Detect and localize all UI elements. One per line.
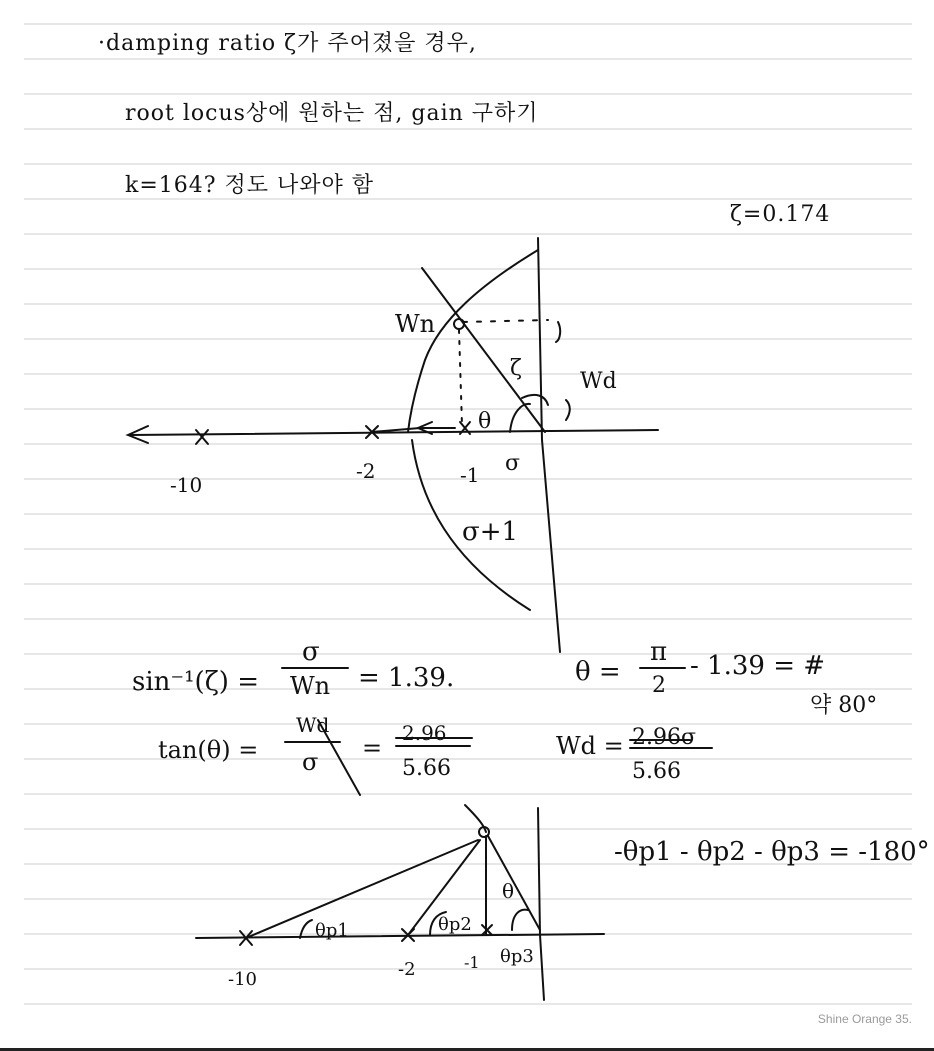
imag-axis-2 bbox=[538, 808, 544, 1000]
wn-point bbox=[454, 319, 464, 329]
angle-sum-equation: -θp1 - θp2 - θp3 = -180° bbox=[614, 837, 930, 867]
note-line-gain: k=164? 정도 나와야 함 bbox=[125, 173, 375, 198]
wn-label: Wn bbox=[395, 310, 436, 338]
theta-label-2: θ bbox=[502, 879, 515, 903]
tick-minus10: -10 bbox=[170, 473, 203, 497]
root-locus-upper-branch bbox=[408, 250, 538, 432]
eq3-num: Wd bbox=[296, 713, 330, 737]
wn-dotted-vertical bbox=[459, 330, 462, 425]
sigma-label: σ bbox=[505, 451, 521, 476]
eq1-lhs: sin⁻¹(ζ) = bbox=[132, 667, 259, 697]
theta-p3-label: θp3 bbox=[500, 946, 534, 967]
eq2-lhs: θ = bbox=[575, 657, 621, 687]
eq4-num: 2.96σ bbox=[632, 725, 697, 750]
tick-minus2: -2 bbox=[356, 459, 376, 483]
theta-p1-label: θp1 bbox=[315, 920, 349, 941]
eq3-lhs: tan(θ) = bbox=[158, 736, 259, 764]
notebook-footer: Shine Orange 35. bbox=[817, 1012, 912, 1026]
eq2-note: 약 80° bbox=[810, 693, 878, 718]
tick-minus1-2: -1 bbox=[464, 953, 480, 972]
note-line-root-locus: root locus상에 원하는 점, gain 구하기 bbox=[125, 101, 539, 126]
wd-bracket bbox=[556, 322, 570, 420]
eq3-rhs-eq: = bbox=[362, 734, 383, 762]
eq1-rhs: = 1.39. bbox=[358, 663, 455, 693]
real-axis-2 bbox=[196, 934, 604, 938]
eq2-rhs: - 1.39 = # bbox=[690, 651, 826, 681]
zeta-value: ζ=0.174 bbox=[730, 202, 831, 227]
zeta-label: ζ bbox=[510, 356, 522, 381]
note-line-damping: ·damping ratio ζ가 주어졌을 경우, bbox=[98, 31, 477, 56]
wn-dotted-horizontal bbox=[463, 320, 548, 322]
eq3-den: σ bbox=[302, 748, 319, 776]
tick-minus2-2: -2 bbox=[398, 959, 416, 980]
arc-theta-p1 bbox=[300, 920, 312, 938]
root-locus-diagram bbox=[128, 238, 658, 652]
eq4-lhs: Wd = bbox=[556, 732, 624, 760]
arc-theta-p3 bbox=[512, 910, 528, 930]
eq3-rhs-num: 2.96 bbox=[402, 721, 447, 745]
sigma-plus-1-label: σ+1 bbox=[462, 517, 519, 547]
eq3-rhs-den: 5.66 bbox=[402, 756, 451, 781]
zeta-line bbox=[422, 268, 545, 432]
eq1-num: σ bbox=[302, 637, 320, 667]
theta-p2-label: θp2 bbox=[438, 914, 472, 935]
wd-label: Wd bbox=[580, 369, 617, 394]
tick-minus10-2: -10 bbox=[228, 969, 257, 990]
eq4-den: 5.66 bbox=[632, 759, 681, 784]
theta-label: θ bbox=[478, 409, 492, 434]
tick-minus1: -1 bbox=[460, 463, 480, 487]
eq2-num: π bbox=[650, 637, 668, 667]
eq2-den: 2 bbox=[652, 673, 666, 698]
imag-axis bbox=[538, 238, 560, 652]
eq1-den: Wn bbox=[290, 672, 331, 700]
pole-minus10-mark bbox=[196, 430, 208, 444]
